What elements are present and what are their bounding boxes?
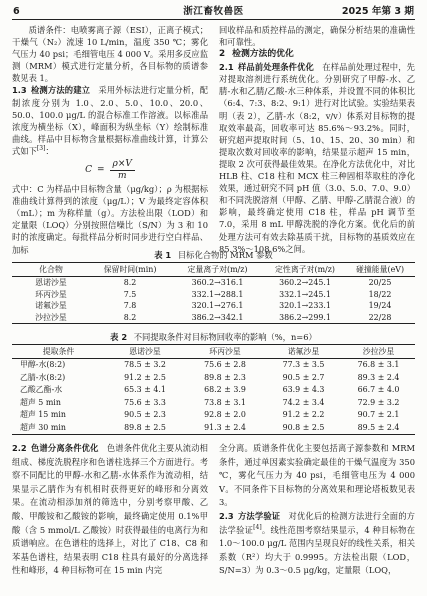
table-row (12, 300, 415, 312)
cell-condition: 甲醇-水(8:2) (20, 360, 66, 369)
continued-paragraph: 回收样品和质控样品的测定，确保分析结果的准确性和可靠性。 (219, 25, 415, 48)
cell-recovery: 90.5 ± 2.7 (282, 372, 325, 382)
formula (12, 157, 208, 183)
cell-recovery: 76.8 ± 3.1 (357, 360, 400, 369)
formula-equals: = (97, 164, 105, 175)
col-header-qualifier-ion: 定性离子对(m/z) (265, 263, 345, 277)
col-header-ciprofloxacin: 环丙沙星 (185, 345, 265, 359)
caption-text: 目标化合物的 MRM 参数 (177, 250, 273, 260)
formula-numerator: ρ×V (110, 159, 135, 171)
formula-explanation-paragraph: 式中：C 为样品中目标物含量（μg/kg）；ρ 为根据标准曲线计算得到的浓度（μg/L）；V 为最终定容体积（mL）；m 为称样量（g）。方法检出限（LOD）和定量限（LOQ）分别按照信噪比（S/N）为 3 和 10 时的浓度确定。每批样品分析时同步进行空白样品、加标 (12, 184, 208, 255)
col-header-quantifier-ion: 定量离子对(m/z) (170, 263, 265, 277)
cell-retention-time: 8.2 (90, 312, 170, 324)
section-text: 对优化后的检测方法进行全面的方法学验证 (219, 510, 415, 535)
col-header-norfloxacin: 诺氟沙星 (265, 345, 342, 359)
bottom-right-column (219, 442, 415, 578)
section-1-3-paragraph (12, 84, 208, 157)
formula-denominator: m (117, 170, 127, 181)
cell-recovery: 74.2 ± 3.4 (282, 397, 325, 407)
cell-qualifier-ion: 386.2→299.1 (265, 312, 345, 324)
cell-retention-time: 8.2 (123, 278, 137, 287)
cell-recovery: 91.2 ± 2.2 (282, 410, 325, 419)
section-text-tail: 。线性范围考察结果显示，4 种目标物在 1.0～100.0 μg/L 范围内呈现良好的线性关系，相关系数（R²）均大于 0.9995。方法检出限（LOD，S/N=3）为 0.3～0.5 μg/kg，定量限（LOQ， (219, 524, 415, 576)
cell-condition: 乙酸乙酯-水 (20, 385, 63, 394)
table-row (12, 359, 415, 372)
journal-name: 浙江畜牧兽医 (183, 6, 244, 17)
cell-retention-time: 7.5 (123, 289, 137, 299)
ms-conditions-paragraph: 质谱条件：电喷雾离子源（ESI），正离子模式；干燥气（N₂）流速 10 L/min，温度 350 ℃；雾化气压力 40 psi；毛细管电压 4 000 V。采用多反应监测（MRM）模式进行定量分析，各目标物的质谱参数见表 1。 (12, 25, 208, 84)
section-number: 2.1 (219, 62, 234, 73)
table-header-row (12, 345, 415, 359)
cell-recovery: 91.2 ± 2.5 (124, 372, 166, 382)
section-title: 方法学验证 (237, 510, 281, 521)
cell-collision-energy: 20/25 (368, 278, 392, 287)
cell-recovery: 91.3 ± 2.4 (185, 422, 265, 435)
section-title: 样品前处理条件优化 (237, 62, 314, 73)
cell-recovery: 90.5 ± 2.3 (124, 410, 166, 419)
table-row (12, 277, 415, 289)
cell-recovery: 75.6 ± 2.8 (204, 360, 246, 369)
running-header (13, 5, 414, 18)
table-row (12, 422, 415, 435)
caption-text: 不同提取条件对目标物回收率的影响（%，n=6） (133, 332, 317, 342)
cell-collision-energy: 18/22 (368, 289, 392, 299)
section-2-3-paragraph (219, 510, 415, 578)
page-number: 6 (13, 6, 20, 17)
col-header-collision-energy: 碰撞能量(eV) (345, 263, 415, 277)
formula-fraction (110, 159, 135, 182)
cell-collision-energy: 19/24 (368, 301, 392, 310)
cell-compound: 诺氟沙星 (35, 301, 67, 310)
section-title: 检测方法的建立 (30, 85, 91, 96)
cell-quantifier-ion: 332.1→288.1 (191, 289, 244, 299)
table-extraction-recovery (12, 344, 415, 435)
section-title: 色谱分离条件优化 (30, 443, 99, 453)
table-1-caption (12, 250, 415, 261)
cell-recovery: 89.3 ± 2.4 (357, 372, 400, 382)
section-text: 色谱条件优化主要从流动相组成、梯度洗脱程序和色谱柱选择三个方面进行。考察不同配比的甲醇-水和乙腈-水体系作为流动相，结果显示乙腈作为有机相时获得更好的峰形和分离效果。在流动相添加剂的筛选中，分别考察甲酸、乙酸、甲酸铵和乙酸铵的影响，最终确定使用 0.1%甲酸（含 5 mmol/L 乙酸铵）时获得最佳的电离行为和质谱响应。在色谱柱的选择上，对比了 C18、C8 和苯基色谱柱，结果表明 C18 柱具有最好的分离选择性和峰形，4 种目标物可在 15 min 内完 (12, 443, 208, 576)
caption-number: 表 1 (154, 250, 172, 260)
cell-condition: 超声 5 min (20, 397, 61, 407)
cell-recovery: 90.7 ± 2.1 (357, 410, 400, 419)
cell-recovery: 78.5 ± 3.2 (124, 360, 166, 369)
section-text: 在样品前处理过程中，先对提取溶剂进行系统优化。分别研究了甲醇-水、乙腈-水和乙腈/乙酸-水三种体系，并设置不同的体积比（6:4、7:3、8:2、9:1）进行对比试验。实验结果表明（表 2），乙腈-水（8:2，v/v）体系对目标物的提取效率最高，回收率可达 85.6%～93.2%。同时，研究超声提取时间（5、10、15、20、30 min）和提取次数对回收率的影响，结果显示超声 15 min，提取 2 次可获得最佳效果。在净化方法优化中，对比 HLB 柱、C18 柱和 MCX 柱三种固相萃取柱的净化效果，通过研究不同 pH 值（3.0、5.0、7.0、9.0）和不同洗脱溶剂（甲醇、乙腈、甲醇-乙腈混合液）的影响，最终确定使用 C18 柱，样品 pH 调节至 7.0，采用 8 mL 甲醇洗脱的净化方案。优化后的前处理方法可有效去除基质干扰，目标物的基质效应在 85.3%～108.6%之间。 (219, 62, 415, 254)
cell-qualifier-ion: 332.1→245.1 (279, 289, 331, 299)
issue-label: 2025 年第 3 期 (341, 6, 414, 17)
bottom-left-column (12, 442, 208, 578)
cell-condition: 乙腈-水(8:2) (20, 372, 66, 382)
col-header-sarafloxacin: 沙拉沙星 (342, 345, 415, 359)
section-2-2-paragraph (12, 442, 208, 578)
table-row (12, 312, 415, 324)
section-number: 2.2 (12, 443, 27, 453)
cell-collision-energy: 22/28 (345, 312, 415, 324)
cell-recovery: 73.8 ± 3.1 (204, 397, 246, 407)
cell-condition: 超声 30 min (12, 422, 105, 435)
section-text: 采用外标法进行定量分析，配制浓度分别为 1.0、2.0、5.0、10.0、20.0、50.0、100.0 μg/L 的混合标准工作溶液。以标准品浓度为横坐标（X），峰面积为纵坐标（Y）绘制标准曲线。样品中目标物含量根据标准曲线计算，计算公式如下 (12, 85, 208, 156)
cell-compound: 环丙沙星 (35, 289, 67, 299)
cell-recovery: 92.8 ± 2.0 (204, 410, 246, 419)
section-number: 1.3 (12, 85, 27, 96)
table-2-caption (12, 332, 415, 343)
citation: [3] (36, 145, 46, 153)
section-2-1-paragraph (219, 61, 415, 255)
cell-compound: 恩诺沙星 (35, 278, 67, 287)
cell-recovery: 89.8 ± 2.5 (105, 422, 185, 435)
table-row (12, 409, 415, 422)
col-header-compound: 化合物 (12, 263, 90, 277)
cell-qualifier-ion: 320.1→233.1 (279, 301, 331, 310)
heading-number: 2 (219, 49, 226, 60)
col-header-extraction-condition: 提取条件 (12, 345, 105, 359)
cell-condition: 超声 15 min (20, 410, 66, 419)
caption-number: 表 2 (110, 332, 128, 342)
continued-paragraph: 全分离。质谱条件优化主要包括离子源参数和 MRM 条件，通过单因素实验确定最佳的干燥气温度为 350 ℃，雾化气压力为 40 psi，毛细管电压为 4 000 V。不同条件下目标物的分离效果和理论塔板数见表 3。 (219, 443, 415, 508)
cell-quantifier-ion: 320.1→276.1 (191, 301, 244, 310)
cell-recovery: 66.7 ± 4.0 (357, 385, 400, 394)
table-row (12, 397, 415, 410)
cell-recovery: 89.5 ± 2.4 (342, 422, 415, 435)
cell-retention-time: 7.8 (123, 301, 137, 310)
header-rule (12, 19, 415, 20)
cell-recovery: 72.9 ± 3.2 (357, 397, 400, 407)
cell-recovery: 63.9 ± 4.3 (282, 385, 325, 394)
section-2-heading (219, 48, 415, 61)
cell-recovery: 89.8 ± 2.3 (204, 372, 246, 382)
table-row (12, 384, 415, 397)
section-text-tail: ： (45, 145, 54, 156)
cell-quantifier-ion: 360.2→316.1 (191, 278, 244, 287)
cell-qualifier-ion: 360.2→245.1 (279, 278, 331, 287)
top-left-column (12, 24, 208, 256)
top-right-column (219, 24, 415, 255)
table-header-row (12, 263, 415, 277)
cell-recovery: 75.6 ± 3.3 (124, 397, 166, 407)
cell-compound: 沙拉沙星 (12, 312, 90, 324)
cell-recovery: 90.8 ± 2.5 (265, 422, 342, 435)
table-row (12, 289, 415, 301)
cell-quantifier-ion: 386.2→342.1 (170, 312, 265, 324)
table-mrm-parameters (12, 262, 415, 324)
citation: [4] (253, 523, 262, 531)
section-number: 2.3 (219, 510, 234, 521)
cell-recovery: 65.3 ± 4.1 (124, 385, 166, 394)
col-header-retention-time: 保留时间(min) (90, 263, 170, 277)
table-row (12, 372, 415, 385)
formula-lhs: C (85, 164, 92, 175)
cell-recovery: 77.3 ± 3.5 (282, 360, 325, 369)
cell-recovery: 68.2 ± 3.9 (204, 385, 246, 394)
col-header-enrofloxacin: 恩诺沙星 (105, 345, 185, 359)
heading-title: 检测方法的优化 (232, 49, 294, 60)
